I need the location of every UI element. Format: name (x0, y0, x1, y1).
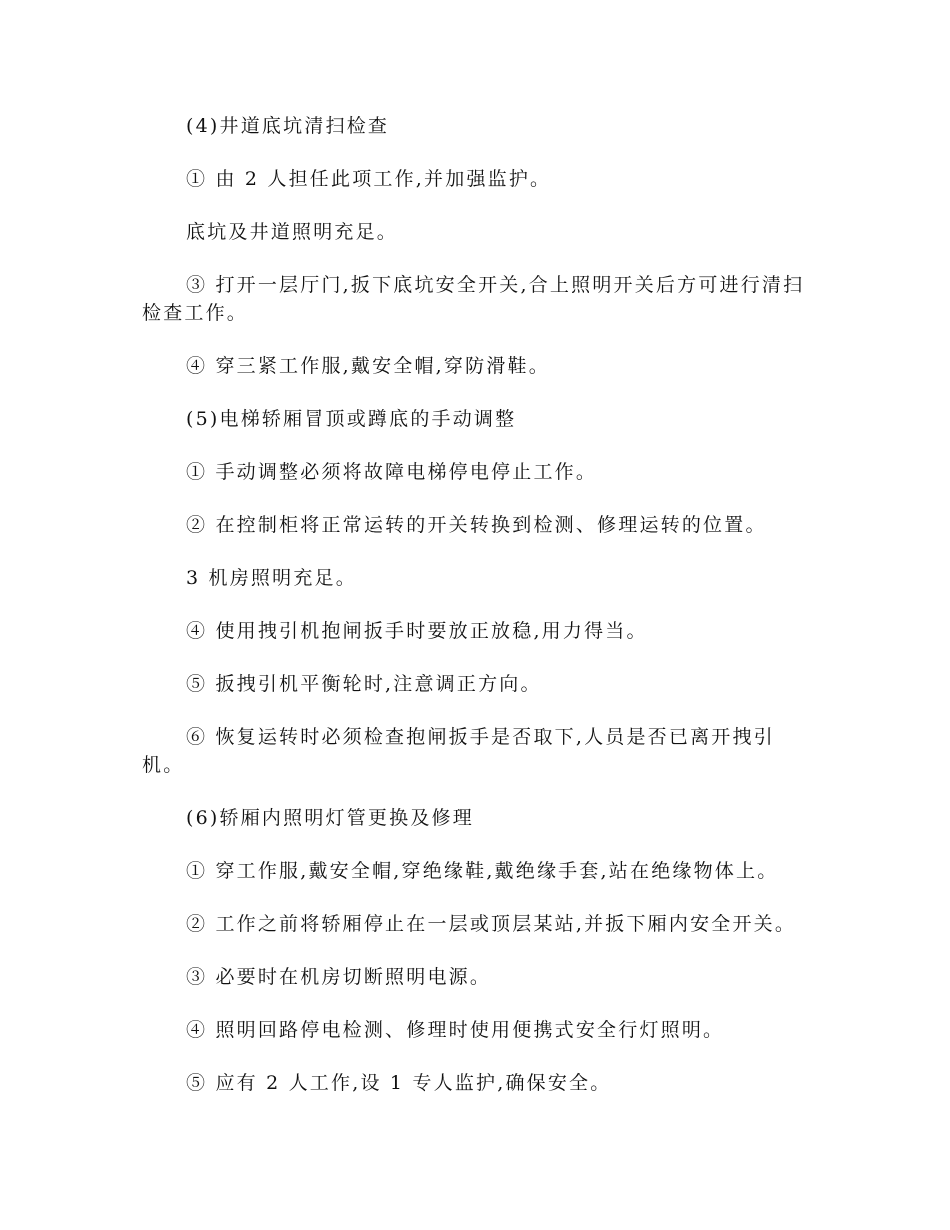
section-heading-4: (4)井道底坑清扫检查 (186, 115, 390, 137)
paragraph: ③ 打开一层厅门,扳下底坑安全开关,合上照明开关后方可进行清扫检查工作。 (142, 274, 805, 324)
paragraph: ① 穿工作服,戴安全帽,穿绝缘鞋,戴绝缘手套,站在绝缘物体上。 (186, 860, 779, 882)
paragraph: ④ 使用拽引机抱闸扳手时要放正放稳,用力得当。 (186, 620, 648, 642)
paragraph: ⑥ 恢复运转时必须检查抱闸扳手是否取下,人员是否已离开拽引机。 (142, 726, 775, 776)
document-body (142, 112, 808, 1122)
paragraph: ④ 照明回路停电检测、修理时使用便携式安全行灯照明。 (186, 1019, 725, 1041)
paragraph: ⑤ 扳拽引机平衡轮时,注意调正方向。 (186, 673, 542, 695)
section-heading-6: (6)轿厢内照明灯管更换及修理 (186, 807, 474, 829)
paragraph: ② 在控制柜将正常运转的开关转换到检测、修理运转的位置。 (186, 514, 767, 536)
paragraph: ④ 穿三紧工作服,戴安全帽,穿防滑鞋。 (186, 355, 550, 377)
paragraph: ③ 必要时在机房切断照明电源。 (186, 966, 492, 988)
paragraph: ⑤ 应有 2 人工作,设 1 专人监护,确保安全。 (186, 1072, 612, 1094)
paragraph: 底坑及井道照明充足。 (186, 221, 399, 243)
paragraph: 3 机房照明充足。 (186, 567, 357, 589)
section-heading-5: (5)电梯轿厢冒顶或蹲底的手动调整 (186, 408, 517, 430)
paragraph: ② 工作之前将轿厢停止在一层或顶层某站,并扳下厢内安全开关。 (186, 913, 797, 935)
paragraph: ① 手动调整必须将故障电梯停电停止工作。 (186, 461, 598, 483)
paragraph: ① 由 2 人担任此项工作,并加强监护。 (186, 168, 552, 190)
